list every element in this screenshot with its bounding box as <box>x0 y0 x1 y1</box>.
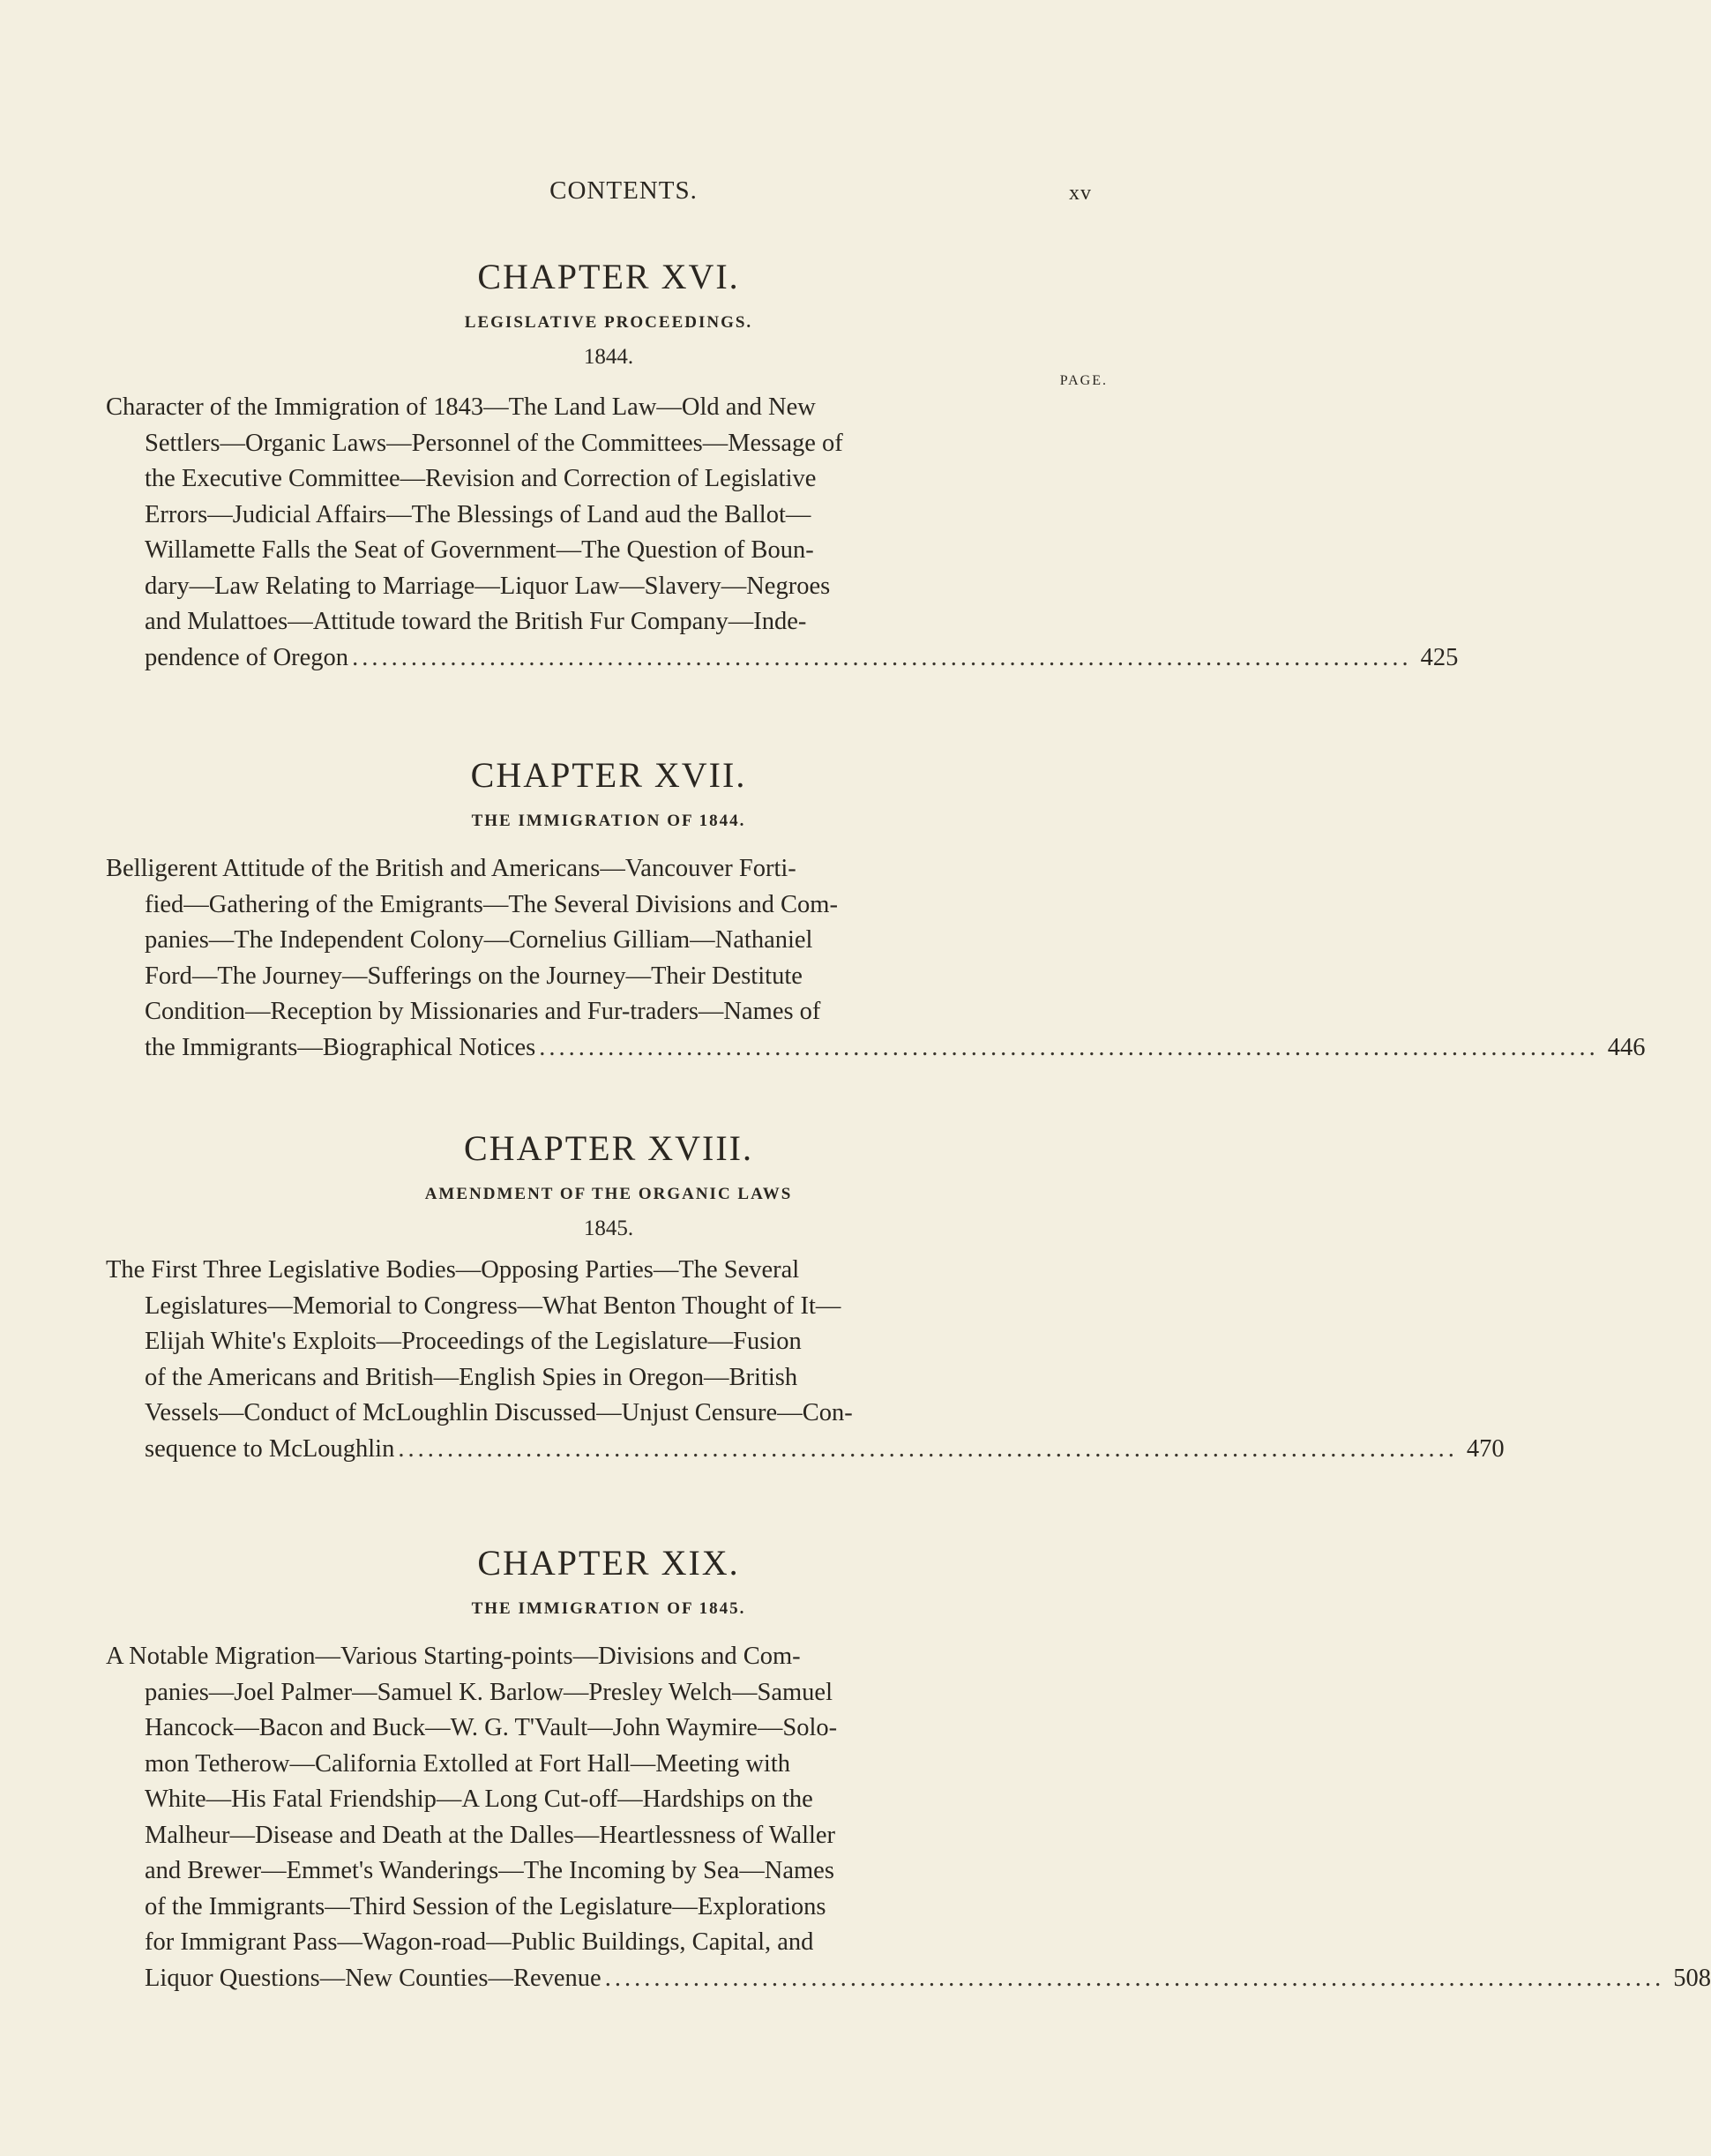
page-number: 446 <box>1607 1033 1646 1061</box>
summary-line: of the Immigrants—Third Session of the Legislature—Explorations <box>145 1892 826 1920</box>
summary-line: A Notable Migration—Various Starting-points—Divisions and Com- <box>106 1643 801 1670</box>
summary-line: Settlers—Organic Laws—Personnel of the Committees—Message of <box>145 429 843 457</box>
summary-line: panies—The Independent Colony—Cornelius Gilliam—Nathaniel <box>145 926 813 954</box>
summary-line: panies—Joel Palmer—Samuel K. Barlow—Presley Welch—Samuel <box>145 1678 833 1706</box>
chapter-subtitle: THE IMMIGRATION OF 1845. <box>471 1599 746 1618</box>
chapter-title: CHAPTER XIX. <box>477 1543 740 1583</box>
summary-last-line <box>106 1961 1711 1997</box>
summary-line: Liquor Questions—New Counties—Revenue <box>145 1964 601 1992</box>
summary-line: Malheur—Disease and Death at the Dalles—Heartlessness of Waller <box>145 1821 836 1849</box>
chapter-xviii <box>106 1127 1505 1467</box>
summary-line: Elijah White's Exploits—Proceedings of the Legislature—Fusion <box>145 1328 802 1355</box>
summary-last-line <box>106 1030 1646 1067</box>
summary-line: The First Three Legislative Bodies—Opposing Parties—The Several <box>106 1256 800 1284</box>
summary-line: Errors—Judicial Affairs—The Blessings of Land aud the Ballot— <box>145 500 811 528</box>
page-number: 508 <box>1673 1964 1711 1992</box>
page-number: 425 <box>1420 643 1459 671</box>
chapter-summary <box>106 851 1646 1066</box>
summary-line: the Executive Committee—Revision and Correction of Legislative <box>145 465 817 492</box>
chapter-summary <box>106 1639 1711 1996</box>
summary-line: fied—Gathering of the Emigrants—The Several Divisions and Com- <box>145 890 838 918</box>
summary-line: and Brewer—Emmet's Wanderings—The Incoming by Sea—Names <box>145 1857 834 1884</box>
summary-line: sequence to McLoughlin <box>145 1434 395 1463</box>
summary-line: Hancock—Bacon and Buck—W. G. T'Vault—John Waymire—Solo- <box>145 1714 838 1741</box>
dot-leader: ............................................................................................................ <box>352 643 1412 671</box>
chapter-xvi <box>106 256 1459 676</box>
page-number: 470 <box>1466 1434 1505 1463</box>
summary-line: of the Americans and British—English Spies in Oregon—British <box>145 1363 798 1391</box>
chapter-year: 1845. <box>583 1216 634 1240</box>
running-head <box>0 176 1247 212</box>
summary-last-line <box>106 640 1459 677</box>
summary-line: the Immigrants—Biographical Notices <box>145 1033 536 1061</box>
summary-line: Ford—The Journey—Sufferings on the Journey—Their Destitute <box>145 962 803 990</box>
summary-line: Vessels—Conduct of McLoughlin Discussed—Unjust Censure—Con- <box>145 1399 853 1426</box>
summary-line: Belligerent Attitude of the British and Americans—Vancouver Forti- <box>106 855 796 882</box>
chapter-summary <box>106 1253 1505 1467</box>
summary-line: Willamette Falls the Seat of Government—The Question of Boun- <box>145 536 814 564</box>
dot-leader: ............................................................................................................ <box>539 1033 1599 1061</box>
summary-line: for Immigrant Pass—Wagon-road—Public Buildings, Capital, and <box>145 1928 814 1956</box>
summary-last-line <box>106 1432 1505 1468</box>
chapter-subtitle: THE IMMIGRATION OF 1844. <box>471 812 746 830</box>
summary-line: mon Tetherow—California Extolled at Fort Hall—Meeting with <box>145 1749 791 1778</box>
chapter-title: CHAPTER XVI. <box>477 257 740 296</box>
running-title: CONTENTS. <box>549 176 698 205</box>
summary-line: White—His Fatal Friendship—A Long Cut-off—Hardships on the <box>145 1785 813 1813</box>
summary-line: dary—Law Relating to Marriage—Liquor Law—Slavery—Negroes <box>145 572 831 600</box>
summary-line: and Mulattoes—Attitude toward the British Fur Company—Inde- <box>145 608 807 635</box>
chapter-subtitle: LEGISLATIVE PROCEEDINGS. <box>464 313 753 332</box>
chapter-year: 1844. <box>583 345 634 369</box>
chapter-title: CHAPTER XVIII. <box>464 1128 753 1168</box>
summary-line: Legislatures—Memorial to Congress—What Benton Thought of It— <box>145 1291 841 1320</box>
page-column-label: PAGE. <box>1059 373 1108 388</box>
chapter-title: CHAPTER XVII. <box>470 755 747 795</box>
dot-leader: ............................................................................................................ <box>398 1434 1458 1463</box>
chapter-xvii <box>106 754 1646 1066</box>
folio-page-number: xv <box>1069 182 1092 205</box>
chapter-summary <box>106 390 1459 676</box>
summary-line: Condition—Reception by Missionaries and Fur-traders—Names of <box>145 998 821 1025</box>
summary-line: pendence of Oregon <box>145 643 349 671</box>
chapter-xix <box>106 1542 1711 1996</box>
summary-line: Character of the Immigration of 1843—The Land Law—Old and New <box>106 393 816 421</box>
chapter-subtitle: AMENDMENT OF THE ORGANIC LAWS <box>424 1185 793 1203</box>
dot-leader: ............................................................................................................ <box>604 1964 1665 1992</box>
